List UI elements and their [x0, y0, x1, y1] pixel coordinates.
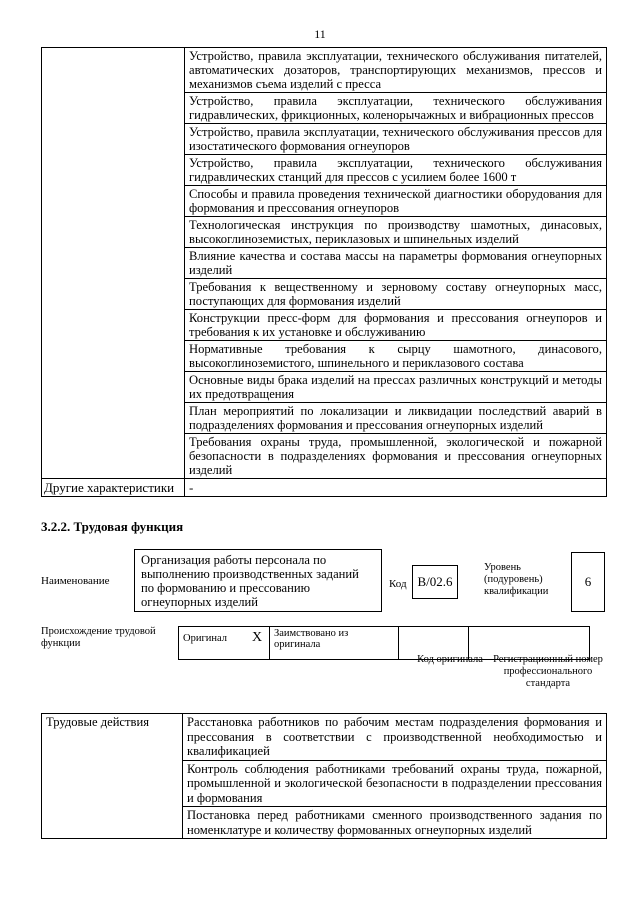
knowledge-row: Основные виды брака изделий на прессах различных конструкций и методы их предотвращения — [185, 372, 607, 403]
other-characteristics-label: Другие характеристики — [42, 479, 185, 497]
work-actions-table — [41, 713, 607, 839]
section-title: 3.2.2. Трудовая функция — [41, 519, 184, 534]
name-label: Наименование — [41, 575, 110, 587]
original-label: Оригинал — [179, 627, 246, 660]
reg-number-caption: Регистрационный номер профессионального стандарта — [493, 654, 603, 689]
work-action-row: Постановка перед работниками сменного производственного задания по номенклатуре и количеству формованных огнеупорных изделий — [183, 807, 607, 839]
knowledge-table — [41, 47, 607, 497]
borrowed-label: Заимствовано из оригинала — [270, 627, 399, 660]
knowledge-row: Устройство, правила эксплуатации, технического обслуживания гидравлических станций для прессов с усилием более 1600 т — [185, 155, 607, 186]
page-number: 11 — [314, 27, 326, 41]
knowledge-row: Устройство, правила эксплуатации, технического обслуживания питателей, автоматических дозаторов, транспортирующих механизмов, прессов и механизмов съема изделий с пресса — [185, 48, 607, 93]
qualification-level: 6 — [571, 552, 605, 612]
knowledge-row: Устройство, правила эксплуатации, технического обслуживания прессов для изостатического формования огнеупоров — [185, 124, 607, 155]
knowledge-row: Конструкции пресс-форм для формования и прессования огнеупоров и требования к их установке и обслуживанию — [185, 310, 607, 341]
knowledge-row: Нормативные требования к сырцу шамотного, динасового, высокоглиноземистого, шпинельного и периклазового состава — [185, 341, 607, 372]
knowledge-row: Устройство, правила эксплуатации, технического обслуживания гидравлических, фрикционных, коленорычажных и вибрационных прессов — [185, 93, 607, 124]
code-original-caption: Код оригинала — [417, 654, 483, 665]
work-action-row: Контроль соблюдения работниками требований охраны труда, пожарной, промышленной и экологической безопасности в подразделении прессования и формования — [183, 760, 607, 807]
work-action-row: Расстановка работников по рабочим местам подразделения формования и прессования в соответствии с производственной необходимостью и квалификацией — [183, 714, 607, 761]
knowledge-row: Требования к вещественному и зерновому составу огнеупорных масс, поступающих для формования изделий — [185, 279, 607, 310]
code-label: Код — [389, 578, 407, 590]
work-actions-label: Трудовые действия — [42, 714, 183, 839]
function-code: B/02.6 — [412, 565, 458, 599]
knowledge-row: Технологическая инструкция по производству шамотных, динасовых, высокоглиноземистых, периклазовых и шпинельных изделий — [185, 217, 607, 248]
function-name: Организация работы персонала по выполнению производственных заданий по формованию и прессованию огнеупорных изделий — [134, 549, 382, 612]
origin-label: Происхождение трудовой функции — [41, 626, 156, 649]
level-label: Уровень (подуровень) квалификации — [484, 562, 549, 597]
original-mark: X — [245, 627, 270, 660]
knowledge-row: Способы и правила проведения технической диагностики оборудования для формования и прессования огнеупоров — [185, 186, 607, 217]
knowledge-label-cell — [42, 48, 185, 479]
knowledge-row: План мероприятий по локализации и ликвидации последствий аварий в подразделениях формования и прессования огнеупорных изделий — [185, 403, 607, 434]
knowledge-row: Влияние качества и состава массы на параметры формования огнеупорных изделий — [185, 248, 607, 279]
knowledge-row: Требования охраны труда, промышленной, экологической и пожарной безопасности в подразделениях формования и прессования огнеупорных изделий — [185, 434, 607, 479]
other-characteristics-value: - — [185, 479, 607, 497]
